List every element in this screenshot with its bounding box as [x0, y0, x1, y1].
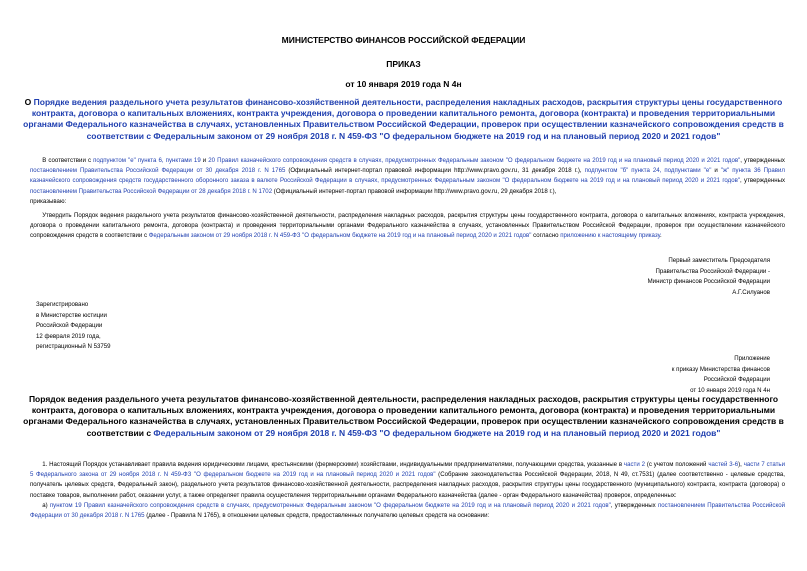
item-a-text-2: , утвержденных: [610, 502, 658, 509]
basis-link-5[interactable]: "ж" пункта 36 Правил казначейского сопровождения средств государственного оборонного заказа в валюте Российской Федерации в случаях, предусмотренных Федеральным законом "О федеральном бюджете на 2019 год и на плановый период 2020 и 2021 годов": [30, 167, 785, 185]
item-a-text-1: а): [42, 502, 50, 509]
signature-name: А.Г.Силуанов: [732, 288, 770, 296]
order-title: [20, 97, 787, 142]
order-title-prefix: О: [24, 97, 34, 107]
item1-text-1: 1. Настоящий Порядок устанавливает правила ведения юридическими лицами, крестьянскими (фермерскими) хозяйствами, индивидуальными предпринимателями, получающими средства, указанные в: [42, 461, 624, 468]
basis-paragraph: [30, 156, 785, 207]
appendix-title: [20, 394, 787, 439]
document-type-heading: ПРИКАЗ: [386, 59, 421, 69]
signature-line-3: Министр финансов Российской Федерации: [647, 278, 770, 285]
document-date-number: от 10 января 2019 года N 4н: [345, 79, 462, 89]
basis-link-3[interactable]: постановлением Правительства Российской Федерации от 30 декабря 2018 г. N 1765: [30, 167, 286, 175]
item1-link-part-7[interactable]: части 7 статьи 5 Федерального закона от 29 ноября 2018 г. N 459-ФЗ "О федеральном бюджете на 2019 год и на плановый период 2020 и 2021 годов": [30, 461, 785, 479]
item1-text-4: (Собрание законодательства Российской Федерации, 2018, N 49, ст.7531) (далее соответственно - целевые средства, получатель целевых средств, Федеральный закон), раздельного учета результатов финансово-хозяйственной деятельности, распределения накладных расходов, раскрытия структуры цены государственного (муниципального) контракта, контракта (договора) о поставке товаров, выполнении работ, оказании услуг, а также определяет правила осуществления территориальными органами Федерального казначейства (далее - орган Федерального казначейства) проверок, определенных:: [30, 471, 786, 499]
basis-text-5: и: [711, 167, 721, 175]
item1-text-3: ),: [738, 461, 744, 468]
item-1-paragraph: [30, 460, 785, 501]
registration-line-2: в Министерстве юстиции: [36, 311, 107, 319]
basis-text-2: и: [200, 157, 209, 164]
item1-link-parts-3-6[interactable]: частей 3-6: [708, 461, 739, 468]
appendix-line-1: Приложение: [734, 355, 770, 362]
registration-line-3: Российской Федерации: [36, 322, 103, 329]
appendix-title-text: Порядок ведения раздельного учета результатов финансово-хозяйственной деятельности, распределения накладных расходов, раскрытия структуры цены государственного контракта, договора о капитальных вложениях, контракта учреждения, договора о проведении капитального ремонта, договора (контракта) и проведения территориальными органами Федерального казначейства в случаях, установленных Правительством Российской Федерации, проверок при осуществлении казначейского сопровождения средств в соответствии с: [23, 394, 784, 438]
basis-link-6[interactable]: постановлением Правительства Российской Федерации от 28 декабря 2018 г. N 1702: [30, 187, 273, 195]
basis-text-6: , утвержденных: [740, 177, 785, 185]
approve-paragraph: [30, 211, 785, 242]
basis-text-7: (Официальный интернет-портал правовой информации http://www.pravo.gov.ru, 29 декабря 2018 г.),: [272, 187, 557, 195]
approve-text-2: согласно: [531, 232, 561, 240]
approve-link-appendix[interactable]: приложению к настоящему приказу: [560, 232, 661, 240]
basis-link-1[interactable]: подпунктом "е" пункта 6, пунктами 19: [93, 157, 201, 164]
ministry-heading: МИНИСТЕРСТВО ФИНАНСОВ РОССИЙСКОЙ ФЕДЕРАЦИИ: [281, 35, 526, 45]
appendix-title-link[interactable]: Федеральным законом от 29 ноября 2018 г. N 459-ФЗ "О федеральном бюджете на 2019 год и на плановый период 2020 и 2021 годов": [153, 427, 721, 438]
basis-closing: приказываю:: [30, 197, 67, 205]
item-a-paragraph: [30, 501, 785, 521]
item-a-text-3: (далее - Правила N 1765), в отношении целевых средств, предоставленных получателю целевых средств на основании:: [144, 512, 490, 520]
signature-block: [648, 256, 770, 298]
registration-line-4: 12 февраля 2019 года,: [36, 332, 101, 340]
item1-text-2: (с учетом положений: [644, 461, 709, 468]
approve-text-1: Утвердить Порядок ведения раздельного учета результатов финансово-хозяйственной деятельности, распределения накладных расходов, раскрытия структуры цены государственного контракта, договора о капитальных вложениях, контракта учреждения, договора о проведении капитального ремонта, договора (контракта) и проведения территориальными органами Федерального казначейства в случаях, установленных Правительством Российской Федерации, проверок при осуществлении казначейского сопровождения средств в соответствии с: [30, 212, 785, 240]
basis-link-4[interactable]: подпунктом "б" пункта 24, подпунктами "е": [584, 167, 712, 175]
basis-text-4: (Официальный интернет-портал правовой информации http://www.pravo.gov.ru, 31 декабря 2018 г.),: [285, 167, 585, 175]
registration-block: [36, 300, 111, 353]
signature-line-1: Первый заместитель Председателя: [668, 257, 770, 264]
appendix-header: [672, 354, 770, 396]
basis-text-1: В соответствии с: [42, 157, 94, 164]
appendix-line-2: к приказу Министерства финансов: [671, 365, 770, 373]
signature-line-2: Правительства Российской Федерации -: [655, 267, 770, 275]
order-title-link[interactable]: Порядке ведения раздельного учета результатов финансово-хозяйственной деятельности, распределения накладных расходов, раскрытия структуры цены государственного контракта, договора о капитальных вложениях, контракта учреждения, договора о проведении капитального ремонта, договора (контракта) и проведения территориальными органами Федерального казначейства в случаях, установленных Правительством Российской Федерации, проверок при осуществлении казначейского сопровождения средств в соответствии с Федеральным законом от 29 ноября 2018 г. N 459-ФЗ "О федеральном бюджете на 2019 год и на плановый период 2020 и 2021 годов": [23, 97, 784, 141]
approve-link-law[interactable]: Федеральным законом от 29 ноября 2018 г. N 459-ФЗ "О федеральном бюджете на 2019 год и на плановый период 2020 и 2021 годов": [148, 232, 532, 240]
item-a-link-1[interactable]: пунктом 19 Правил казначейского сопровождения средств в случаях, предусмотренных Федеральным законом "О федеральном бюджете на 2019 год и на плановый период 2020 и 2021 годов": [49, 502, 611, 509]
approve-text-3: .: [660, 232, 662, 240]
item-a-link-2[interactable]: постановлением Правительства Российской Федерации от 30 декабря 2018 г. N 1765: [30, 502, 785, 520]
basis-link-2[interactable]: 20 Правил казначейского сопровождения средств в случаях, предусмотренных Федеральным законом "О федеральном бюджете на 2019 год и на плановый период 2020 и 2021 годов": [208, 157, 741, 164]
item1-link-part-2[interactable]: части 2: [623, 461, 645, 468]
registration-line-5: регистрационный N 53759: [36, 343, 111, 350]
appendix-line-4: от 10 января 2019 года N 4н: [690, 386, 770, 394]
basis-text-3: , утвержденных: [740, 157, 785, 164]
registration-line-1: Зарегистрировано: [36, 301, 89, 308]
appendix-line-3: Российской Федерации: [703, 376, 770, 384]
